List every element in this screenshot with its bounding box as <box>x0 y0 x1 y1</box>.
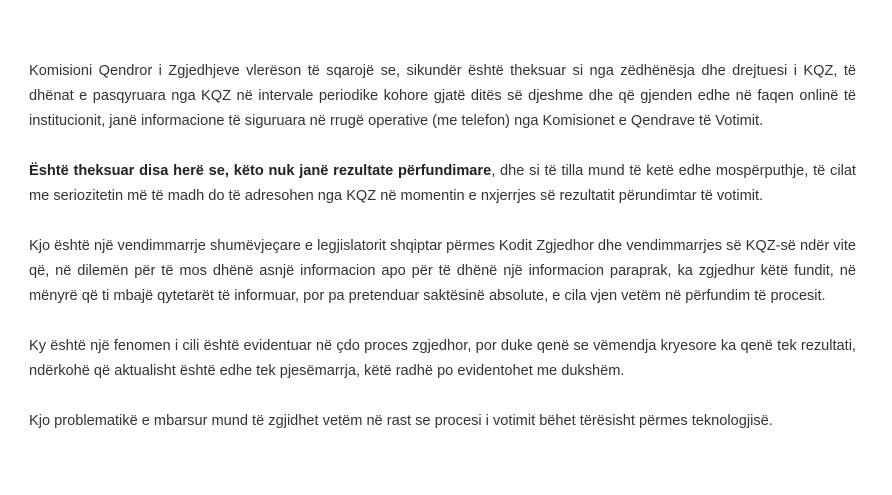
article-body <box>29 59 856 434</box>
paragraph-2-bold-lead: Është theksuar disa herë se, këto nuk janë rezultate përfundimare <box>29 163 492 179</box>
paragraph-4 <box>29 334 856 384</box>
paragraph-3-text: Kjo është një vendimmarrje shumëvjeçare e legjislatorit shqiptar përmes Kodit Zgjedhor dhe vendimmarrjes së KQZ-së ndër vite që, në dilemën për të mos dhënë asnjë informacion apo për të dhënë një informacion paraprak, ka zgjedhur këtë fundit, në mënyrë që ti mbajë qytetarët të informuar, por pa pretenduar saktësinë absolute, e cila vjen vetëm në përfundim të procesit. <box>29 238 856 304</box>
paragraph-2-text: , dhe si të tilla mund të ketë edhe mospërputhje, të cilat me seriozitetin më të madh do të adresohen nga KQZ në momentin e nxjerrjes së rezultatit përundimtar të votimit. <box>29 163 856 204</box>
paragraph-1 <box>29 59 856 134</box>
paragraph-5-text: Kjo problematikë e mbarsur mund të zgjidhet vetëm në rast se procesi i votimit bëhet tërësisht përmes teknologjisë. <box>29 413 773 429</box>
paragraph-3 <box>29 234 856 309</box>
paragraph-5 <box>29 409 856 434</box>
paragraph-2 <box>29 159 856 209</box>
paragraph-1-text: Komisioni Qendror i Zgjedhjeve vlerëson të sqarojë se, sikundër është theksuar si nga zëdhënësja dhe drejtuesi i KQZ, të dhënat e pasqyruara nga KQZ në intervale periodike kohore gjatë ditës së djeshme dhe që gjenden edhe në faqen onlinë të institucionit, janë informacione të siguruara në rrugë operative (me telefon) nga Komisionet e Qendrave të Votimit. <box>29 63 856 129</box>
paragraph-4-text: Ky është një fenomen i cili është evidentuar në çdo proces zgjedhor, por duke qenë se vëmendja kryesore ka qenë tek rezultati, ndërkohë që aktualisht është edhe tek pjesëmarrja, këtë radhë po evidentohet me dukshëm. <box>29 338 856 379</box>
